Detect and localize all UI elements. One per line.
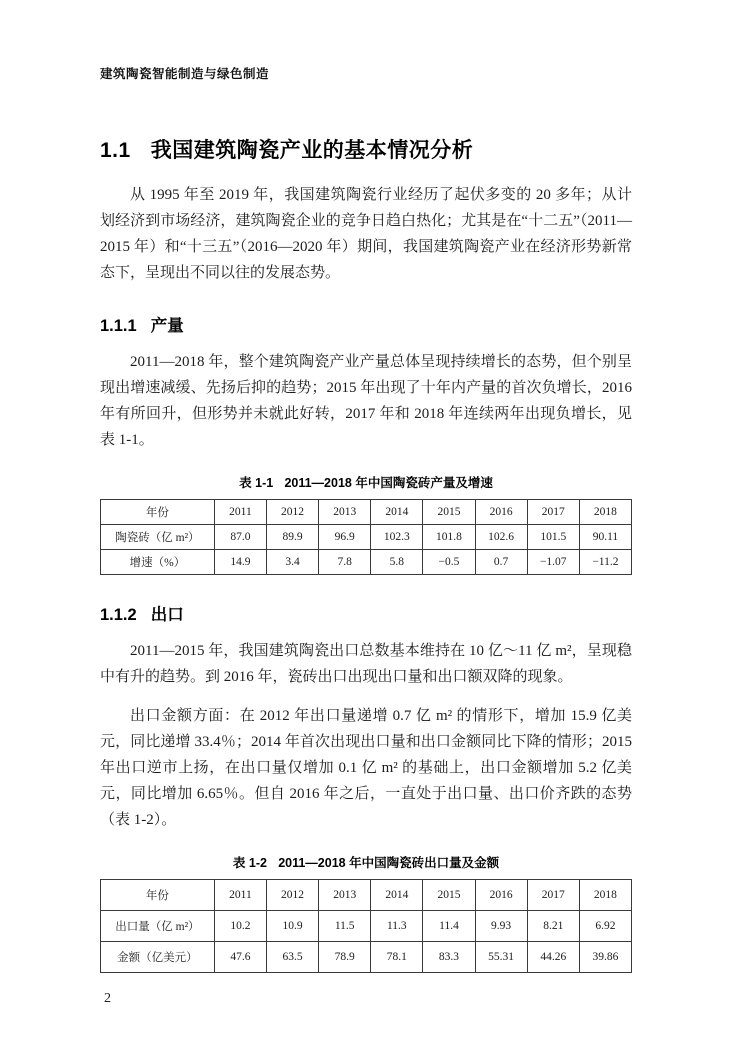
value-cell: 9.93: [475, 911, 527, 942]
section-title: 我国建筑陶瓷产业的基本情况分析: [150, 139, 474, 162]
table-row: [101, 880, 632, 911]
table-caption: [100, 853, 632, 871]
export-paragraph-2: 出口金额方面：在 2012 年出口量递增 0.7 亿 m² 的情形下，增加 15.9 亿美元，同比递增 33.4％；2014 年首次出现出口量和出口金额同比下降的情形；2015 年出口逆市上扬，在出口量仅增加 0.1 亿 m² 的基础上，出口金额增加 5.2 亿美元，同比增加 6.65％。但自 2016 年之后，一直处于出口量、出口价齐跌的态势（表 1-2）。: [100, 708, 632, 828]
export-paragraph-1: 2011—2015 年，我国建筑陶瓷出口总数基本维持在 10 亿～11 亿 m²，呈现稳中有升的趋势。到 2016 年，瓷砖出口出现出口量和出口额双降的现象。: [100, 643, 632, 685]
section-heading: [100, 134, 632, 164]
value-cell: 47.6: [214, 942, 266, 973]
subsection-title: 出口: [150, 606, 184, 624]
table-row: [101, 500, 632, 525]
book-title: 建筑陶瓷智能制造与绿色制造: [100, 67, 270, 81]
table-caption-text: 2011—2018 年中国陶瓷砖产量及增速: [284, 476, 493, 490]
export-table: [100, 879, 632, 973]
value-cell: 44.26: [527, 942, 579, 973]
running-header: [100, 64, 632, 82]
year-cell: 2011: [214, 500, 266, 525]
value-cell: 11.3: [371, 911, 423, 942]
row-header-cell: 年份: [101, 880, 215, 911]
year-cell: 2015: [423, 880, 475, 911]
value-cell: 63.5: [266, 942, 318, 973]
value-cell: 10.9: [266, 911, 318, 942]
table-caption-text: 2011—2018 年中国陶瓷砖出口量及金额: [278, 856, 500, 870]
year-cell: 2018: [579, 880, 631, 911]
value-cell: 0.7: [475, 550, 527, 575]
value-cell: 90.11: [579, 525, 631, 550]
value-cell: 87.0: [214, 525, 266, 550]
year-cell: 2013: [319, 500, 371, 525]
year-cell: 2011: [214, 880, 266, 911]
value-cell: 7.8: [319, 550, 371, 575]
value-cell: 8.21: [527, 911, 579, 942]
value-cell: 102.3: [371, 525, 423, 550]
year-cell: 2015: [423, 500, 475, 525]
table-row: [101, 911, 632, 942]
value-cell: 14.9: [214, 550, 266, 575]
table-row: [101, 550, 632, 575]
value-cell: 102.6: [475, 525, 527, 550]
value-cell: 6.92: [579, 911, 631, 942]
value-cell: 11.5: [319, 911, 371, 942]
subsection-title: 产量: [150, 317, 184, 335]
value-cell: 89.9: [266, 525, 318, 550]
table-caption-label: 表 1-1: [239, 476, 274, 490]
page-number: 2: [104, 991, 111, 1006]
value-cell: 96.9: [319, 525, 371, 550]
row-header-cell: 年份: [101, 500, 215, 525]
production-paragraph: 2011—2018 年，整个建筑陶瓷产业产量总体呈现持续增长的态势，但个别呈现出增速减缓、先扬后抑的趋势；2015 年出现了十年内产量的首次负增长，2016 年有所回升，但形势并未就此好转，2017 年和 2018 年连续两年出现负增长，见表 1-1。: [100, 354, 632, 448]
production-table: [100, 499, 632, 575]
year-cell: 2017: [527, 500, 579, 525]
value-cell: 11.4: [423, 911, 475, 942]
section-number: 1.1: [100, 139, 131, 162]
year-cell: 2012: [266, 500, 318, 525]
subsection-number: 1.1.2: [100, 606, 137, 624]
table-caption: [100, 473, 632, 491]
year-cell: 2018: [579, 500, 631, 525]
subsection-heading-output: [100, 312, 632, 336]
table-row: [101, 942, 632, 973]
value-cell: −0.5: [423, 550, 475, 575]
value-cell: 3.4: [266, 550, 318, 575]
value-cell: 78.9: [319, 942, 371, 973]
year-cell: 2016: [475, 500, 527, 525]
row-header-cell: 出口量（亿 m²）: [101, 911, 215, 942]
subsection-heading-export: [100, 601, 632, 625]
year-cell: 2013: [319, 880, 371, 911]
row-header-cell: 增速（%）: [101, 550, 215, 575]
value-cell: 101.8: [423, 525, 475, 550]
year-cell: 2017: [527, 880, 579, 911]
value-cell: 78.1: [371, 942, 423, 973]
value-cell: 10.2: [214, 911, 266, 942]
value-cell: 101.5: [527, 525, 579, 550]
year-cell: 2012: [266, 880, 318, 911]
value-cell: 5.8: [371, 550, 423, 575]
value-cell: −1.07: [527, 550, 579, 575]
intro-paragraph: 从 1995 年至 2019 年，我国建筑陶瓷行业经历了起伏多变的 20 多年；从计划经济到市场经济，建筑陶瓷企业的竞争日趋白热化；尤其是在“十二五”（2011—2015 年）和“十三五”（2016—2020 年）期间，我国建筑陶瓷产业在经济形势新常态下，呈现出不同以往的发展态势。: [100, 187, 632, 281]
subsection-number: 1.1.1: [100, 317, 137, 335]
table-caption-label: 表 1-2: [232, 856, 267, 870]
row-header-cell: 陶瓷砖（亿 m²）: [101, 525, 215, 550]
value-cell: 39.86: [579, 942, 631, 973]
value-cell: 55.31: [475, 942, 527, 973]
page-footer: [100, 991, 632, 1007]
year-cell: 2016: [475, 880, 527, 911]
table-row: [101, 525, 632, 550]
value-cell: −11.2: [579, 550, 631, 575]
row-header-cell: 金额（亿美元）: [101, 942, 215, 973]
year-cell: 2014: [371, 500, 423, 525]
year-cell: 2014: [371, 880, 423, 911]
value-cell: 83.3: [423, 942, 475, 973]
